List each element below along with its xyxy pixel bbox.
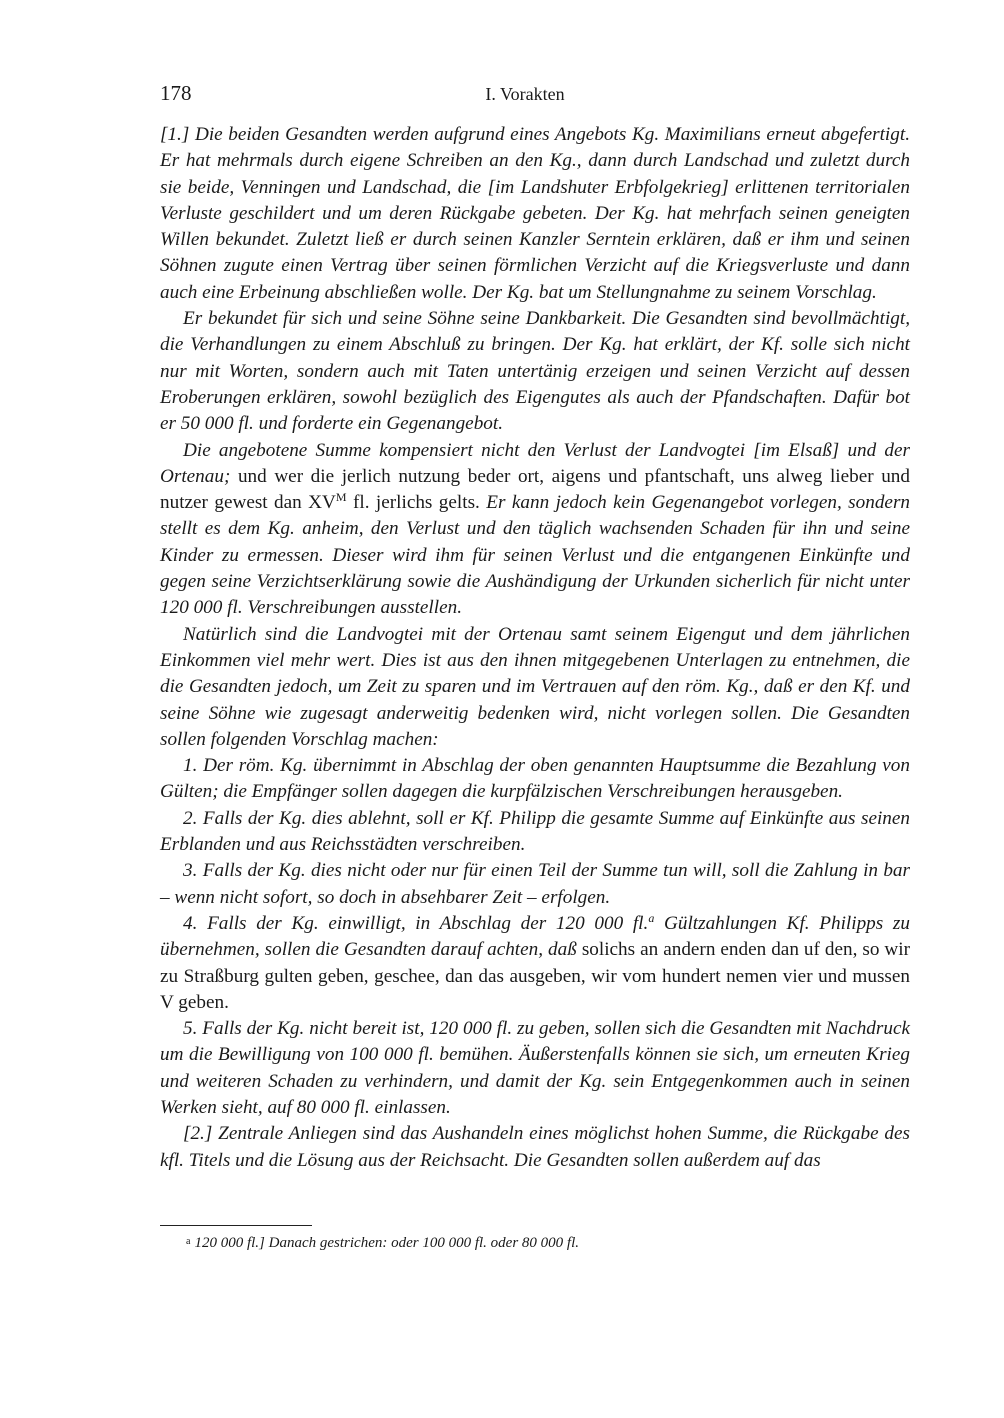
running-title: I. Vorakten <box>485 84 565 104</box>
paragraph-3-quote-b: fl. jerlichs gelts. <box>346 492 487 514</box>
page-number: 178 <box>160 81 192 105</box>
paragraph-4: Natürlich sind die Landvogtei mit der Ortenau samt seinem Eigengut und dem jährlichen Einkommen viel mehr wert. Dies ist aus den ihnen mitgegebenen Unterlagen zu entnehmen, die die Gesandten jedoch, um Zeit zu sparen und im Vertrauen auf den röm. Kg., daß er den Kf. und seine Söhne wie zugesagt anderweitig bedenken wird, nicht vorlegen sollen. Die Gesandten sollen folgenden Vorschlag machen: <box>160 623 910 750</box>
paragraph-2: Er bekundet für sich und seine Söhne seine Dankbarkeit. Die Gesandten sind bevollmächtigt, die Verhandlungen zu einem Abschluß zu bringen. Der Kg. hat erklärt, der Kf. solle sich nicht nur mit Worten, sondern auch mit Taten untertänig erzeigen und seinen Verzicht auf dessen Eroberungen erklären, sowohl bezüglich des Eigengutes als auch der Pfandschaften. Dafür bot er 50 000 fl. und forderte ein Gegenangebot. <box>160 308 910 435</box>
footnote-mark: a <box>186 1236 191 1247</box>
footnote-divider <box>160 1225 312 1226</box>
footnote-reference[interactable]: a <box>648 910 655 925</box>
paragraph-5: 1. Der röm. Kg. übernimmt in Abschlag der oben genannten Hauptsumme die Bezahlung von Gülten; die Empfänger sollen dagegen die kurpfälzischen Verschreibungen herausgeben. <box>160 755 910 803</box>
paragraph-10: [2.] Zentrale Anliegen sind das Aushandeln eines möglichst hohen Summe, die Rückgabe des kfl. Titels und die Lösung aus der Reichsacht. Die Gesandten sollen außerdem auf das <box>160 1123 910 1171</box>
paragraph-7: 3. Falls der Kg. dies nicht oder nur für einen Teil der Summe tun will, soll die Zahlung in bar – wenn nicht sofort, so doch in absehbarer Zeit – erfolgen. <box>160 860 910 908</box>
paragraph-3-superscript: M <box>335 490 347 505</box>
paragraph-8-quote: solichs an andern enden dan uf den, so wir zu Straßburg gulten geben, geschee, dan das ausgeben, wir vom hundert nemen vier und mussen V geben. <box>160 939 910 1013</box>
footnote-text: 120 000 fl.] Danach gestrichen: oder 100 000 fl. oder 80 000 fl. <box>194 1235 580 1251</box>
paragraph-3 <box>160 438 910 622</box>
paragraph-6: 2. Falls der Kg. dies ablehnt, soll er Kf. Philipp die gesamte Summe auf Einkünfte aus seinen Erblanden und aus Reichsstädten verschreiben. <box>160 807 910 856</box>
paragraph-3-quote-a: und wer die jerlich nutzung beder ort, aigens und pfantschaft, uns alweg lieber und nutzer gewest dan XV <box>160 465 910 514</box>
paragraph-8 <box>160 911 910 1016</box>
main-text <box>160 122 910 1174</box>
paragraph-3-italic-b: Er kann jedoch kein Gegenangebot vorlegen, sondern stellt es dem Kg. anheim, den Verlust und den täglich wachsenden Schaden für ihn und seine Kinder zu ermessen. Dieser wird ihm für seinen Verlust und die entgangenen Einkünfte und gegen seine Verzichtserklärung sowie die Aushändigung der Urkunden sicherlich für nicht unter 120 000 fl. Verschreibungen ausstellen. <box>160 492 910 619</box>
footnote <box>186 1232 910 1253</box>
paragraph-8-italic-b: Gültzahlungen Kf. Philipps zu übernehmen, sollen die Gesandten darauf achten, daß <box>160 912 910 961</box>
paragraph-1: [1.] Die beiden Gesandten werden aufgrund eines Angebots Kg. Maximilians erneut abgefertigt. Er hat mehrmals durch eigene Schreiben an den Kg., dann durch Landschad und zuletzt durch sie beide, Venningen und Landschad, die [im Landshuter Erbfolgekrieg] erlittenen territorialen Verluste geschildert und um deren Rückgabe gebeten. Der Kg. hat mehrfach seinen geneigten Willen bekundet. Zuletzt ließ er durch seinen Kanzler Serntein erklären, daß er ihm und seinen Söhnen zugute einen Vertrag über seinen förmlichen Verzicht auf die Kriegsverluste und dann auch eine Erbeinung abschließen wolle. Der Kg. bat um Stellungnahme zu seinem Vorschlag. <box>160 124 910 303</box>
paragraph-8-italic-a: 4. Falls der Kg. einwilligt, in Abschlag der 120 000 fl. <box>183 912 649 934</box>
paragraph-9: 5. Falls der Kg. nicht bereit ist, 120 000 fl. zu geben, sollen sich die Gesandten mit Nachdruck um die Bewilligung von 100 000 fl. bemühen. Äußerstenfalls können sie sich, um erneuten Krieg und weiteren Schaden zu verhindern, und damit der Kg. sein Entgegenkommen auch in seinen Werken sieht, auf 80 000 fl. einlassen. <box>160 1018 910 1118</box>
paragraph-3-italic-a: Die angebotene Summe kompensiert nicht den Verlust der Landvogtei [im Elsaß] und der Ortenau; <box>160 439 910 487</box>
